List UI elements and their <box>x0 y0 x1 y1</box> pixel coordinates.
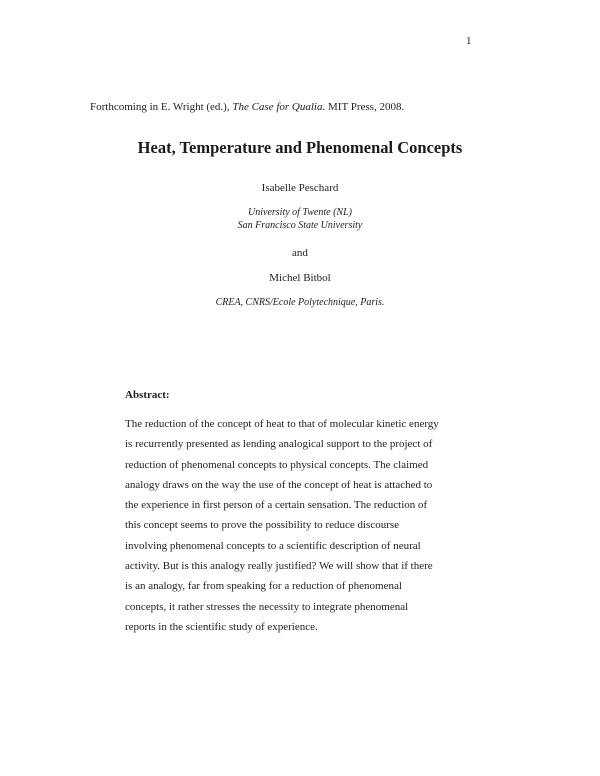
abstract-line: the experience in first person of a certain sensation. The reduction of <box>125 499 428 512</box>
author-conjunction: and <box>292 247 308 259</box>
publication-note-prefix: Forthcoming in E. Wright (ed.), <box>90 101 233 113</box>
abstract-line: reports in the scientific study of experience. <box>125 620 318 633</box>
abstract-line: involving phenomenal concepts to a scientific description of neural <box>125 539 421 552</box>
abstract-line: is an analogy, far from speaking for a reduction of phenomenal <box>125 580 402 593</box>
abstract-line: reduction of phenomenal concepts to physical concepts. The claimed <box>125 458 429 471</box>
author-1-affiliation-1: University of Twente (NL) <box>248 207 352 218</box>
author-1-affiliation-2: San Francisco State University <box>237 220 363 231</box>
author-name-1: Isabelle Peschard <box>261 182 339 194</box>
abstract-line: this concept seems to prove the possibility to reduce discourse <box>125 519 400 532</box>
publication-note <box>90 101 404 113</box>
book-title: The Case for Qualia. <box>232 101 326 113</box>
author-2-affiliation-1: CREA, CNRS/Ecole Polytechnique, Paris. <box>215 297 385 308</box>
abstract-line: activity. But is this analogy really justified? We will show that if there <box>125 560 433 573</box>
abstract-line: The reduction of the concept of heat to that of molecular kinetic energy <box>125 418 439 430</box>
abstract-line: is recurrently presented as lending analogical support to the project of <box>125 438 433 451</box>
abstract-line: analogy draws on the way the use of the concept of heat is attached to <box>125 478 433 491</box>
abstract-line: concepts, it rather stresses the necessity to integrate phenomenal <box>125 600 409 613</box>
abstract-body <box>125 414 485 637</box>
paper-title: Heat, Temperature and Phenomenal Concepts <box>137 138 463 157</box>
publication-note-suffix: MIT Press, 2008. <box>325 101 405 113</box>
page-number: 1 <box>466 35 472 47</box>
author-name-2: Michel Bitbol <box>269 272 331 284</box>
abstract-heading: Abstract: <box>125 389 170 401</box>
